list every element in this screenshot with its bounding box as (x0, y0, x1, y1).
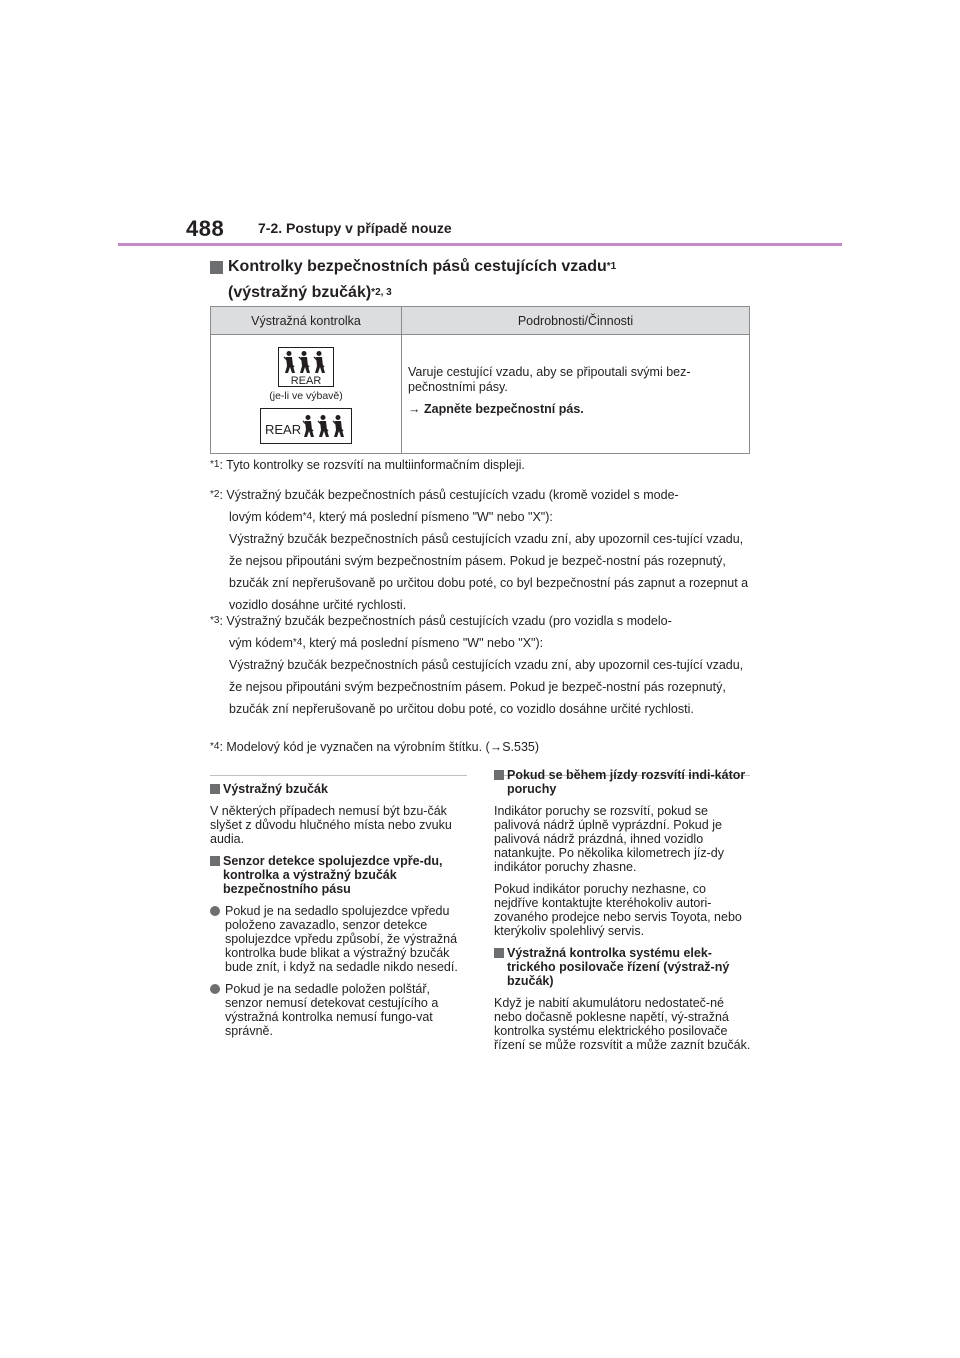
footnote-mark: *3 (210, 615, 220, 626)
footnote-text: vým kódem (229, 636, 293, 650)
footnote-text: , který má poslední písmeno "W" nebo "X"): (312, 510, 553, 524)
footnote-3 (210, 610, 755, 720)
paragraph: Pokud indikátor poruchy nezhasne, co nejdříve kontaktujte kteréhokoliv autori-zovaného prodejce nebo servis Toyota, nebo kterýkoliv spolehlivý servis. (494, 882, 742, 938)
subheading-buzzer: Výstražný bzučák (210, 782, 468, 796)
heading-footnote-mark-2: *2, 3 (371, 287, 392, 298)
table-header-details: Podrobnosti/Činnosti (402, 307, 750, 335)
rear-seatbelt-reminder-icon (278, 347, 334, 387)
paragraph: V některých případech nemusí být bzu-čák slyšet z důvodu hlučného místa nebo zvuku audia. (210, 804, 452, 846)
footnote-1 (210, 454, 755, 476)
section-title: 7-2. Postupy v případě nouze (258, 220, 452, 236)
footnote-mark: *4 (292, 637, 303, 648)
footnote-mark: *2 (210, 489, 220, 500)
icon2-label: REAR (265, 421, 302, 437)
list-item: Pokud je na sedadle položen polštář, senzor nemusí detekovat cestujícího a výstražná kontrolka nemusí fungo-vat správně. (210, 982, 468, 1038)
arrow-icon: → (408, 402, 421, 416)
table-header-indicator: Výstražná kontrolka (211, 307, 402, 335)
footnote-text: : Modelový kód je vyznačen na výrobním štítku. ( (219, 740, 490, 754)
paragraph: Když je nabití akumulátoru nedostateč-né nebo dočasně poklesne napětí, vý-stražná kontrolka systému elektrického posilovače řízení se může rozsvítit a může zaznít bzučák. (494, 996, 751, 1052)
arrow-icon: → (489, 740, 503, 754)
right-column (494, 768, 752, 1060)
action-text (408, 402, 741, 417)
subheading-passenger-sensor: Senzor detekce spolujezdce vpře-du, kontrolka a výstražný bzučák bezpečnostního pásu (210, 854, 468, 896)
indicator-cell (211, 335, 402, 454)
footnote-text: Výstražný bzučák bezpečnostních pásů cestujících vzadu zní, aby upozornil ces-tující vzadu, že nejsou připoutáni svým bezpečnostním pásem. Pokud je bezpeč-nostní pás rozepnutý, bzučák zní nepřerušovaně po určitou dobu poté, co byl bezpečnostní pás zapnut a rozepnut a vozidlo dosáhne určité rychlosti. (229, 532, 749, 612)
square-bullet-icon (210, 261, 223, 274)
footnote-text: : Tyto kontrolky se rozsvítí na multiinformačním displeji. (219, 458, 525, 472)
footnote-text: lovým kódem (229, 510, 303, 524)
page-reference: S.535) (502, 740, 540, 754)
heading-line-2: (výstražný bzučák) (228, 284, 372, 301)
rear-seatbelt-reminder-icon-alt (260, 408, 352, 444)
paragraph: Indikátor poruchy se rozsvítí, pokud se palivová nádrž úplně vyprázdní. Pokud je palivová nádrž prázdná, ihned vozidlo natankujte. Po několika kilometrech jíz-dy indikátor poruchy zhasne. (494, 804, 724, 874)
footnote-4 (210, 736, 755, 758)
table-header-row (211, 307, 750, 335)
footnote-text: , který má poslední písmeno "W" nebo "X"): (302, 636, 544, 650)
subheading-eps-warning: Výstražná kontrolka systému elek-trického posilovače řízení (výstraž-ný bzučák) (494, 946, 752, 988)
header-rule (118, 243, 842, 246)
circle-bullet-icon (210, 906, 220, 916)
footnote-text: : Výstražný bzučák bezpečnostních pásů cestujících vzadu (pro vozidla s modelo- (219, 614, 672, 628)
circle-bullet-icon (210, 984, 220, 994)
icon1-label: REAR (290, 374, 322, 386)
list-item: Pokud je na sedadlo spolujezdce vpředu položeno zavazadlo, senzor detekce spolujezdce vpředu způsobí, že výstražná kontrolka bude blikat a výstražný bzučák bude znít, i když na sedadle nikdo nesedí. (210, 904, 468, 974)
square-bullet-icon (494, 948, 504, 958)
left-column (210, 782, 468, 1046)
footnote-mark: *1 (210, 459, 220, 470)
footnote-mark: *4 (302, 511, 313, 522)
footnote-text: : Výstražný bzučák bezpečnostních pásů cestujících vzadu (kromě vozidel s mode- (219, 488, 679, 502)
square-bullet-icon (210, 856, 220, 866)
warning-table (210, 306, 750, 454)
details-cell (402, 335, 750, 454)
square-bullet-icon (494, 770, 504, 780)
action-label: Zapněte bezpečnostní pás. (423, 402, 584, 416)
heading-footnote-mark: *1 (606, 261, 617, 272)
page-number: 488 (186, 216, 225, 241)
details-text: Varuje cestující vzadu, aby se připoutali svými bez-pečnostními pásy. (408, 365, 691, 394)
heading-line-1: Kontrolky bezpečnostních pásů cestujících vzadu (228, 258, 607, 275)
footnote-text: Výstražný bzučák bezpečnostních pásů cestujících vzadu zní, aby upozornil ces-tující vzadu, že nejsou připoutáni svým bezpečnostním pásem. Pokud je bezpeč-nostní pás rozepnutý, bzučák zní nepřerušovaně po určitou dobu poté, co vozidlo dosáhne určité rychlosti. (229, 658, 744, 716)
table-row (211, 335, 750, 454)
availability-note: (je-li ve výbavě) (269, 389, 343, 402)
square-bullet-icon (210, 784, 220, 794)
subheading-malfunction-indicator: Pokud se během jízdy rozsvítí indi-kátor poruchy (494, 768, 752, 796)
footnote-2 (210, 484, 755, 616)
footnote-mark: *4 (210, 741, 220, 752)
left-column-rule (210, 775, 467, 776)
